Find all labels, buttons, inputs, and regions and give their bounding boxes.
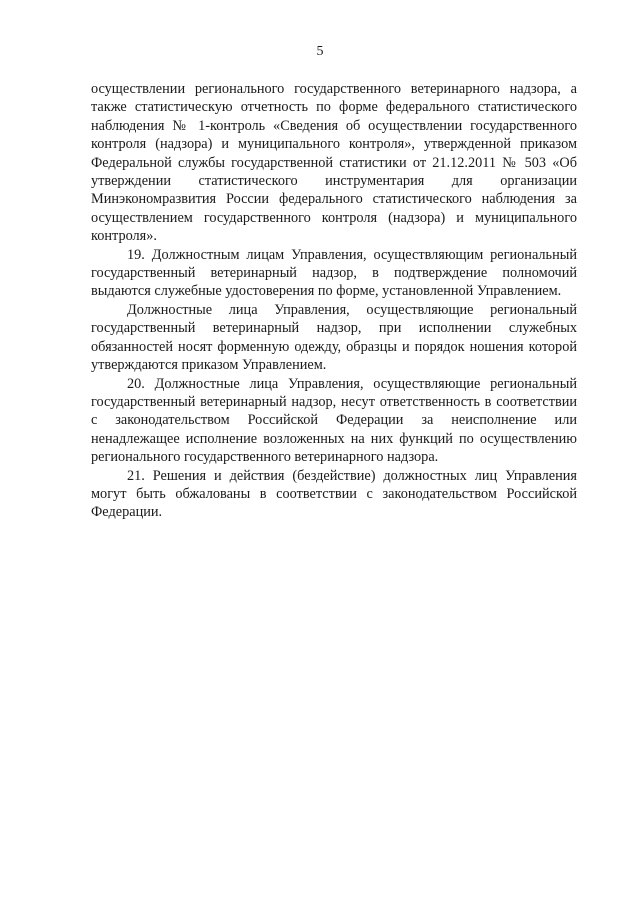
page-number: 5	[316, 44, 324, 59]
document-body	[91, 80, 577, 522]
paragraph-continuation: осуществлении регионального государственного ветеринарного надзора, а также статистическую отчетность по форме федерального статистического наблюдения № 1-контроль «Сведения об осуществлении государственного контроля (надзора) и муниципального контроля», утвержденной приказом Федеральной службы государственной статистики от 21.12.2011 № 503 «Об утверждении статистического инструментария для организации Минэкономразвития России федерального статистического наблюдения за осуществлением государственного контроля (надзора) и муниципального контроля».	[91, 81, 577, 245]
paragraph-uniform: Должностные лица Управления, осуществляющие региональный государственный ветеринарный надзор, при исполнении служебных обязанностей носят форменную одежду, образцы и порядок ношения которой утверждаются приказом Управлением.	[91, 301, 577, 374]
paragraph-clause-21: 21. Решения и действия (бездействие) должностных лиц Управления могут быть обжалованы в соответствии с законодательством Российской Федерации.	[91, 467, 577, 521]
paragraph-clause-19: 19. Должностным лицам Управления, осуществляющим региональный государственный ветеринарный надзор, в подтверждение полномочий выдаются служебные удостоверения по форме, установленной Управлением.	[91, 246, 577, 300]
paragraph-clause-20: 20. Должностные лица Управления, осуществляющие региональный государственный ветеринарный надзор, несут ответственность в соответствии с законодательством Российской Федерации за неисполнение или ненадлежащее исполнение возложенных на них функций по осуществлению регионального государственного ветеринарного надзора.	[91, 375, 577, 466]
